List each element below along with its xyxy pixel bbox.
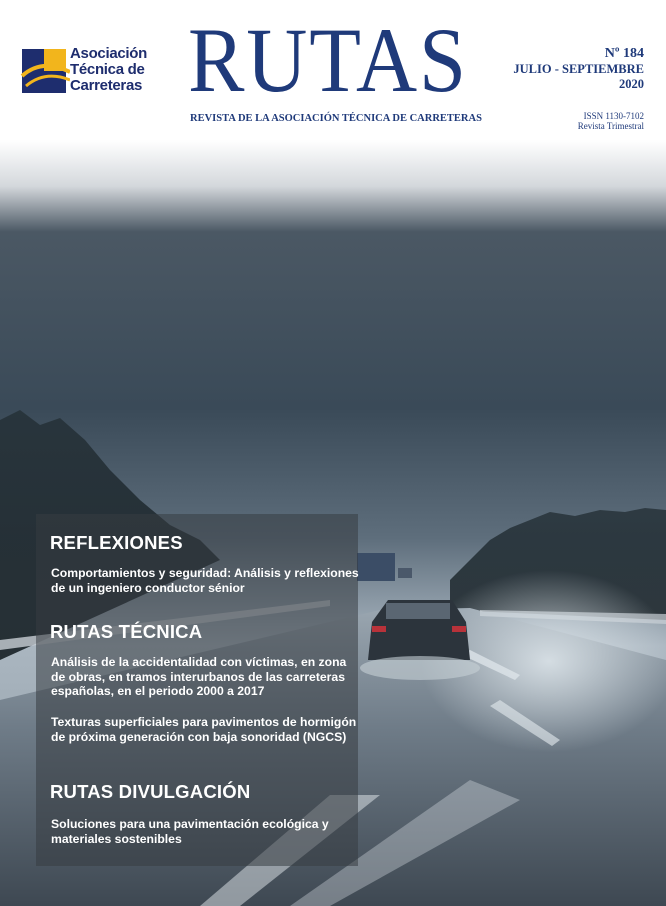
- periodicity: Revista Trimestral: [577, 121, 644, 131]
- issue-year: 2020: [619, 77, 644, 91]
- logo-line-3: Carreteras: [70, 77, 143, 94]
- magazine-subtitle: REVISTA DE LA ASOCIACIÓN TÉCNICA DE CARRETERAS: [190, 113, 482, 124]
- masthead: [0, 0, 666, 150]
- article-title: Soluciones para una pavimentación ecológica y materiales sostenibles: [51, 817, 329, 846]
- issue-date: JULIO - SEPTIEMBRE: [513, 62, 644, 76]
- issue-number: Nº 184: [604, 46, 644, 61]
- article-title: Comportamientos y seguridad: Análisis y reflexiones de un ingeniero conductor sénior: [51, 566, 359, 595]
- section-heading-rutas-tecnica: RUTAS TÉCNICA: [50, 621, 203, 642]
- section-heading-rutas-divulgacion: RUTAS DIVULGACIÓN: [50, 781, 251, 802]
- issn-number: ISSN 1130-7102: [583, 111, 644, 121]
- issue-info: [513, 46, 644, 92]
- magazine-title: RUTAS: [188, 9, 468, 111]
- section-heading-reflexiones: REFLEXIONES: [50, 532, 183, 553]
- issn-info: [578, 111, 644, 131]
- atc-logo-icon: [20, 46, 70, 96]
- association-logo: [20, 46, 165, 98]
- article-title: Análisis de la accidentalidad con víctimas, en zona de obras, en tramos interurbanos de las carreteras españolas, en el periodo 2000 a 2017: [51, 655, 347, 698]
- logo-line-2: Técnica de: [70, 61, 145, 78]
- article-title: Texturas superficiales para pavimentos de hormigón de próxima generación con baja sonoridad (NGCS): [51, 715, 357, 744]
- logo-line-1: Asociación: [70, 45, 148, 62]
